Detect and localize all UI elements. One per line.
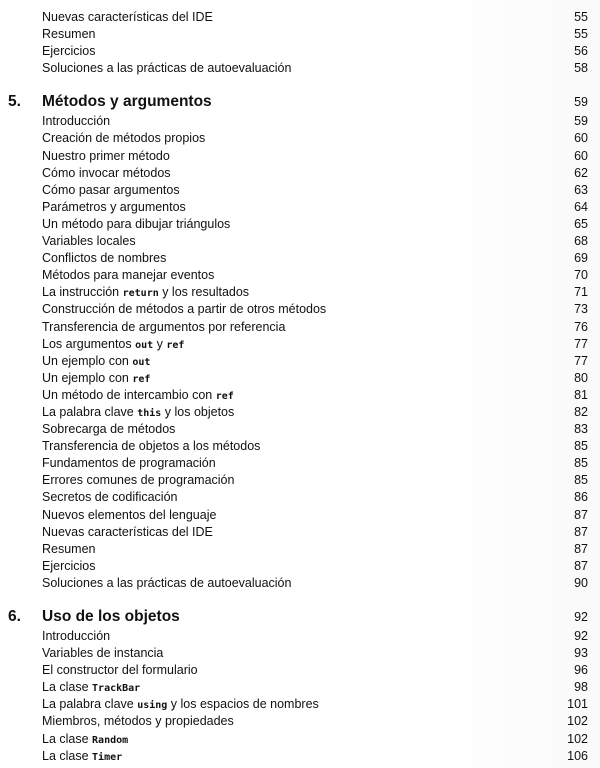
- code-keyword: ref: [215, 390, 234, 402]
- toc-entry-title: [42, 387, 234, 405]
- toc-entry-text: La palabra clave: [42, 697, 138, 712]
- toc-entry-title: [42, 233, 136, 250]
- toc-entry-text: Transferencia de objetos a los métodos: [42, 439, 261, 454]
- toc-entry-text: La instrucción: [42, 285, 123, 300]
- toc-entry-page-number: 77: [574, 336, 588, 351]
- toc-entry-title: [42, 284, 249, 302]
- toc-entry-title: [42, 336, 184, 354]
- toc-entry: [8, 9, 588, 26]
- toc-entry: [8, 404, 588, 421]
- toc-entry-page-number: 71: [574, 285, 588, 300]
- toc-entry: [8, 182, 588, 199]
- toc-entry-text: Construcción de métodos a partir de otros métodos: [42, 302, 327, 317]
- toc-entry-title: [42, 489, 178, 506]
- toc-entry: [8, 438, 588, 455]
- toc-entry: [8, 43, 588, 60]
- toc-entry-page-number: 102: [567, 714, 588, 729]
- toc-entry-text: Conflictos de nombres: [42, 251, 167, 266]
- toc-entry: [8, 301, 588, 318]
- chapter-number: 6.: [8, 608, 21, 625]
- toc-entry-title: [42, 130, 205, 147]
- toc-entry: [8, 507, 588, 524]
- toc-entry-text: Ejercicios: [42, 558, 96, 573]
- toc-entry: [8, 731, 588, 748]
- toc-entry: [8, 472, 588, 489]
- code-keyword: ref: [166, 339, 185, 351]
- toc-entry-title: [42, 301, 326, 318]
- toc-entry-title: [42, 267, 214, 284]
- toc-entry-page-number: 87: [574, 541, 588, 556]
- code-keyword: out: [132, 356, 151, 368]
- toc-entry-page-number: 60: [574, 148, 588, 163]
- toc-entry: [8, 199, 588, 216]
- toc-entry-title: [42, 148, 170, 165]
- toc-entry: [8, 130, 588, 147]
- toc-entry: [8, 489, 588, 506]
- toc-entry-title: [42, 199, 186, 216]
- toc-entry-text: Variables de instancia: [42, 646, 164, 661]
- toc-entry-page-number: 68: [574, 234, 588, 249]
- code-keyword: return: [122, 288, 159, 300]
- toc-entry-title: [42, 645, 163, 662]
- toc-entry-title: [42, 472, 234, 489]
- toc-entry: [8, 558, 588, 575]
- toc-entry-page-number: 102: [567, 731, 588, 746]
- toc-entry-page-number: 86: [574, 490, 588, 505]
- toc-entry: [8, 26, 588, 43]
- chapter-heading: [8, 606, 588, 628]
- toc-entry: [8, 216, 588, 233]
- toc-entry-page-number: 55: [574, 27, 588, 42]
- toc-entry-page-number: 98: [574, 680, 588, 695]
- toc-entry: [8, 662, 588, 679]
- toc-entry-text: Parámetros y argumentos: [42, 199, 186, 214]
- toc-entry-page-number: 60: [574, 131, 588, 146]
- toc-entry: [8, 250, 588, 267]
- chapter-title: Métodos y argumentos: [42, 93, 212, 111]
- toc-entry-page-number: 73: [574, 302, 588, 317]
- toc-entry-title: [42, 182, 180, 199]
- toc-entry: [8, 696, 588, 713]
- toc-entry: [8, 60, 588, 77]
- toc-entry-title: [42, 438, 260, 455]
- toc-entry-text: Nuevas características del IDE: [42, 10, 213, 24]
- toc-entry-page-number: 106: [567, 748, 588, 763]
- toc-entry-page-number: 70: [574, 268, 588, 283]
- chapter-title: Uso de los objetos: [42, 608, 180, 625]
- toc-entry-text: y los resultados: [158, 285, 250, 300]
- toc-entry-title: [42, 748, 122, 766]
- toc-entry-page-number: 77: [574, 353, 588, 368]
- toc-entry-page-number: 55: [574, 10, 588, 24]
- toc-entry-text: y los espacios de nombres: [167, 697, 319, 712]
- toc-entry-title: [42, 662, 198, 679]
- toc-entry-page-number: 85: [574, 439, 588, 454]
- toc-entry-page-number: 83: [574, 422, 588, 437]
- toc-entry-page-number: 85: [574, 473, 588, 488]
- toc-entry: [8, 353, 588, 370]
- chapter-heading: [8, 91, 588, 113]
- code-keyword: Random: [92, 734, 129, 746]
- toc-entry-title: [42, 558, 96, 575]
- toc-entry-page-number: 82: [574, 404, 588, 419]
- toc-entry: [8, 575, 588, 592]
- toc-entry-page-number: 87: [574, 507, 588, 522]
- toc-entry-text: Nuestro primer método: [42, 148, 170, 163]
- toc-entry-text: Fundamentos de programación: [42, 456, 216, 471]
- toc-entry-text: Un ejemplo con: [42, 370, 133, 385]
- toc-entry-title: [42, 679, 140, 697]
- toc-entry: [8, 524, 588, 541]
- toc-entry-text: Soluciones a las prácticas de autoevaluación: [42, 61, 292, 76]
- chapter-number: 5.: [8, 93, 21, 111]
- toc-entry-text: Resumen: [42, 541, 96, 556]
- code-keyword: TrackBar: [92, 683, 141, 695]
- toc-entry: [8, 679, 588, 696]
- toc-entry-title: [42, 524, 213, 541]
- code-keyword: ref: [132, 373, 151, 385]
- toc-entry-text: Secretos de codificación: [42, 490, 178, 505]
- toc-entry-page-number: 80: [574, 370, 588, 385]
- toc-entry-page-number: 85: [574, 456, 588, 471]
- toc-entry-text: La clase: [42, 748, 93, 763]
- toc-entry-text: Variables locales: [42, 234, 136, 249]
- toc-entry-page-number: 69: [574, 251, 588, 266]
- toc-entry-title: [42, 455, 216, 472]
- toc-entry-text: Introducción: [42, 114, 111, 129]
- toc-entry-text: El constructor del formulario: [42, 663, 198, 678]
- toc-entry-title: [42, 421, 175, 438]
- toc-entry-text: La palabra clave: [42, 404, 138, 419]
- toc-entry-page-number: 92: [574, 629, 588, 643]
- toc-entry-text: Nuevos elementos del lenguaje: [42, 507, 217, 522]
- toc-entry-title: [42, 713, 234, 730]
- toc-entry-text: Resumen: [42, 27, 96, 42]
- code-keyword: using: [137, 700, 168, 712]
- toc-entry-title: [42, 696, 319, 714]
- toc-entry-text: Un método para dibujar triángulos: [42, 216, 231, 231]
- toc-entry-title: [42, 250, 166, 267]
- code-keyword: out: [135, 339, 154, 351]
- toc-entry-text: Nuevas características del IDE: [42, 524, 213, 539]
- toc-entry-text: La clase: [42, 731, 93, 746]
- toc-entry-title: [42, 353, 150, 371]
- toc-entry: [8, 336, 588, 353]
- toc-entry-title: [42, 541, 96, 558]
- toc-entry: [8, 455, 588, 472]
- toc-entry-text: Un ejemplo con: [42, 353, 133, 368]
- toc-entry-text: Cómo pasar argumentos: [42, 182, 180, 197]
- toc-entry-text: Sobrecarga de métodos: [42, 422, 176, 437]
- toc-entry: [8, 713, 588, 730]
- toc-entry: [8, 148, 588, 165]
- toc-entry-title: [42, 507, 216, 524]
- toc-entry-page-number: 101: [567, 697, 588, 712]
- toc-entry-page-number: 93: [574, 646, 588, 661]
- toc-entry-title: [42, 319, 285, 336]
- toc-entry-text: Transferencia de argumentos por referencia: [42, 319, 286, 334]
- toc-entry-page-number: 64: [574, 199, 588, 214]
- toc-entry-title: [42, 60, 291, 77]
- toc-entry: [8, 284, 588, 301]
- chapter-page-number: 92: [574, 610, 588, 624]
- toc-entry: [8, 319, 588, 336]
- toc-entry-title: [42, 370, 150, 388]
- toc-entry-text: La clase: [42, 680, 93, 695]
- toc-entry-text: Un método de intercambio con: [42, 387, 216, 402]
- toc-entry-title: [42, 628, 110, 645]
- toc-entry-page-number: 76: [574, 319, 588, 334]
- toc-entry-text: y los objetos: [161, 404, 235, 419]
- toc-entry-page-number: 59: [574, 114, 588, 129]
- toc-entry-page-number: 96: [574, 663, 588, 678]
- toc-entry-text: Creación de métodos propios: [42, 131, 206, 146]
- toc-entry-text: Métodos para manejar eventos: [42, 268, 215, 283]
- toc-entry: [8, 628, 588, 645]
- toc-entry-title: [42, 216, 230, 233]
- toc-entry: [8, 113, 588, 130]
- toc-entry-title: [42, 404, 234, 422]
- toc-entry-text: Ejercicios: [42, 44, 96, 59]
- toc-entry-page-number: 87: [574, 558, 588, 573]
- toc-entry-title: [42, 9, 213, 26]
- toc-entry-text: Los argumentos: [42, 336, 136, 351]
- toc-entry-title: [42, 26, 96, 43]
- toc-entry-title: [42, 165, 171, 182]
- toc-entry-page-number: 63: [574, 182, 588, 197]
- toc-entry-page-number: 65: [574, 216, 588, 231]
- code-keyword: Timer: [92, 751, 123, 763]
- toc-entry: [8, 165, 588, 182]
- toc-entry-text: Soluciones a las prácticas de autoevaluación: [42, 575, 292, 590]
- toc-entry-text: Miembros, métodos y propiedades: [42, 714, 234, 729]
- toc-entry-title: [42, 113, 110, 130]
- toc-entry-text: Errores comunes de programación: [42, 473, 235, 488]
- toc-entry-page-number: 56: [574, 44, 588, 59]
- toc-entry: [8, 541, 588, 558]
- toc-entry-title: [42, 575, 291, 592]
- toc-entry-text: y: [153, 336, 167, 351]
- toc-entry-page-number: 87: [574, 524, 588, 539]
- toc-entry-text: Cómo invocar métodos: [42, 165, 171, 180]
- toc-entry: [8, 387, 588, 404]
- table-of-contents: [8, 9, 588, 765]
- toc-entry: [8, 267, 588, 284]
- toc-entry-page-number: 58: [574, 61, 588, 76]
- toc-entry: [8, 645, 588, 662]
- toc-entry-text: Introducción: [42, 629, 111, 643]
- toc-entry-title: [42, 731, 128, 749]
- chapter-page-number: 59: [574, 95, 588, 110]
- toc-entry: [8, 748, 588, 765]
- toc-entry: [8, 233, 588, 250]
- toc-entry-page-number: 90: [574, 575, 588, 590]
- toc-entry-page-number: 62: [574, 165, 588, 180]
- toc-entry-page-number: 81: [574, 387, 588, 402]
- code-keyword: this: [137, 407, 162, 419]
- toc-entry: [8, 421, 588, 438]
- toc-entry: [8, 370, 588, 387]
- toc-entry-title: [42, 43, 96, 60]
